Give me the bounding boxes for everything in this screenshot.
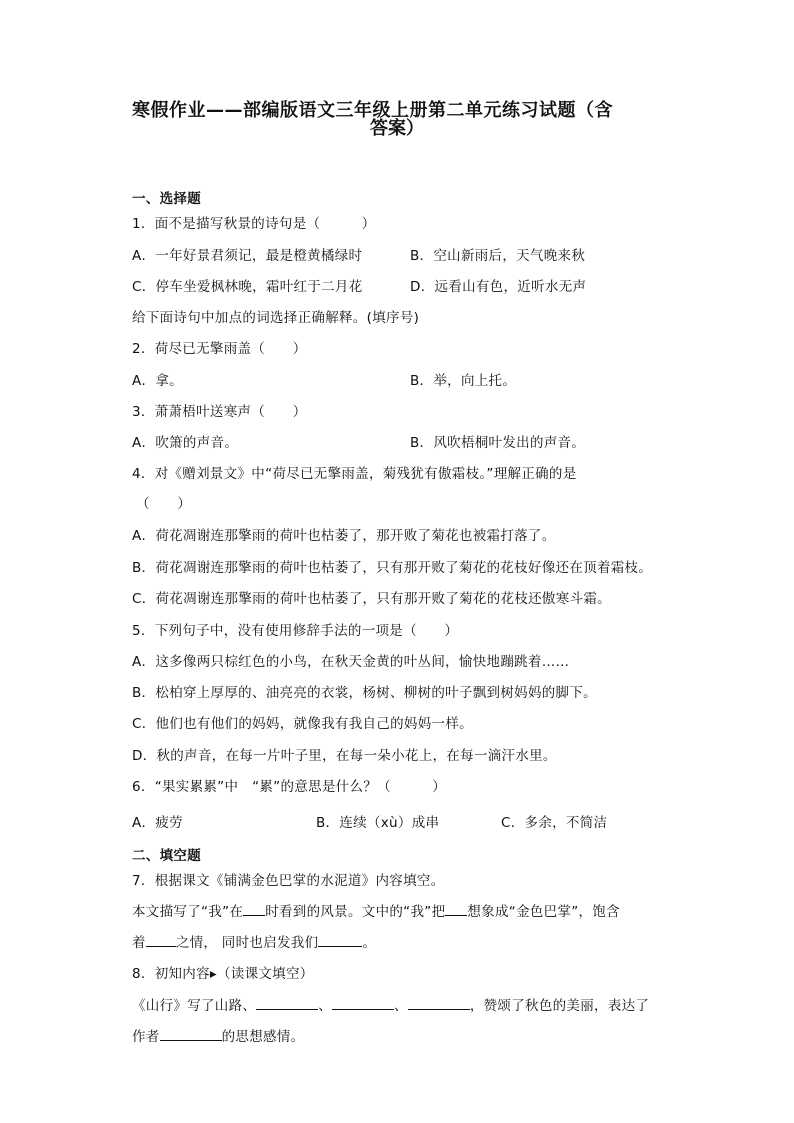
q6-stem: 6．“果实累累”中 “累”的意思是什么？（ ） xyxy=(132,779,447,795)
page-title-line2: 答案） xyxy=(370,118,424,139)
q4-option-b: B．荷花凋谢连那擎雨的荷叶也枯萎了，只有那开败了菊花的花枝好像还在顶着霜枝。 xyxy=(132,560,653,576)
q7-blank-4[interactable] xyxy=(318,934,362,947)
q4-paren: （ ） xyxy=(136,496,192,512)
q2-option-a: A．拿。 xyxy=(132,373,183,389)
q1-stem: 1．面不是描写秋景的诗句是（ ） xyxy=(132,216,376,232)
q8-sep-1: 、 xyxy=(318,998,333,1014)
q8-blank-1[interactable] xyxy=(256,997,318,1010)
q7-blank-1[interactable] xyxy=(243,903,265,916)
q5-option-b: B．松柏穿上厚厚的、油亮亮的衣裳，杨树、柳树的叶子飘到树妈妈的脚下。 xyxy=(132,685,597,701)
q8-sep-2: 、 xyxy=(394,998,408,1014)
q8-text-e: 作者 xyxy=(132,1029,160,1045)
q7-line2 xyxy=(132,931,376,951)
q6-option-a: A．疲劳 xyxy=(132,815,183,831)
section-heading-choice: 一、选择题 xyxy=(132,191,201,207)
page-title: 寒假作业——部编版语文三年级上册第二单元练习试题（含 xyxy=(132,100,613,121)
q7-text-a: 本文描写了“我”在 xyxy=(132,904,244,920)
q3-option-a: A．吹箫的声音。 xyxy=(132,435,239,451)
q6-option-c: C．多余，不简洁 xyxy=(501,815,608,831)
q1-option-b: B．空山新雨后，天气晚来秋 xyxy=(410,248,586,264)
q8-blank-3[interactable] xyxy=(408,997,470,1010)
q4-option-a: A．荷花凋谢连那擎雨的荷叶也枯萎了，那开败了菊花也被霜打落了。 xyxy=(132,528,556,544)
q8-stem: 8．初知内容▸（读课文填空） xyxy=(132,966,314,982)
section-heading-fill: 二、填空题 xyxy=(132,848,201,864)
q8-text-f: 的思想感情。 xyxy=(221,1029,305,1045)
q7-line1 xyxy=(132,900,620,920)
q8-text-a: 《山行》写了山路、 xyxy=(132,998,257,1014)
q7-text-b: 时看到的风景。文中的“我”把 xyxy=(265,904,446,920)
q7-blank-2[interactable] xyxy=(445,903,467,916)
q8-text-d: ，赞颂了秋色的美丽，表达了 xyxy=(469,998,650,1014)
q7-blank-3[interactable] xyxy=(146,934,176,947)
q2-option-b: B．举，向上托。 xyxy=(410,373,517,389)
q5-option-c: C．他们也有他们的妈妈，就像我有我自己的妈妈一样。 xyxy=(132,716,473,732)
q6-option-b: B．连续（xù）成串 xyxy=(316,815,440,831)
q8-line1 xyxy=(132,994,649,1014)
q4-stem: 4．对《赠刘景文》中“荷尽已无擎雨盖，菊残犹有傲霜枝。”理解正确的是 xyxy=(132,466,577,482)
q1-option-c: C．停车坐爱枫林晚，霜叶红于二月花 xyxy=(132,279,363,295)
instruction-text: 给下面诗句中加点的词选择正确解释。(填序号) xyxy=(132,310,420,326)
q1-option-a: A．一年好景君须记，最是橙黄橘绿时 xyxy=(132,248,363,264)
q7-stem: 7．根据课文《铺满金色巴掌的水泥道》内容填空。 xyxy=(132,873,445,889)
q7-text-c: 想象成“金色巴掌”，饱含 xyxy=(467,904,620,920)
q8-line2 xyxy=(132,1025,304,1045)
q8-blank-4[interactable] xyxy=(160,1028,222,1041)
q2-stem: 2．荷尽已无擎雨盖（ ） xyxy=(132,341,307,357)
q3-stem: 3．萧萧梧叶送寒声（ ） xyxy=(132,404,307,420)
q5-option-d: D．秋的声音，在每一片叶子里，在每一朵小花上，在每一滴汗水里。 xyxy=(132,748,557,764)
q1-option-d: D．远看山有色，近听水无声 xyxy=(410,279,587,295)
q7-text-e: 之情， 同时也启发我们 xyxy=(175,935,319,951)
q5-stem: 5．下列句子中，没有使用修辞手法的一项是（ ） xyxy=(132,623,459,639)
q7-text-f: 。 xyxy=(362,935,377,951)
q8-blank-2[interactable] xyxy=(332,997,394,1010)
q3-option-b: B．风吹梧桐叶发出的声音。 xyxy=(410,435,586,451)
q5-option-a: A．这多像两只棕红色的小鸟，在秋天金黄的叶丛间，愉快地蹦跳着…… xyxy=(132,654,570,670)
q7-text-d: 着 xyxy=(132,935,146,951)
q4-option-c: C．荷花凋谢连那擎雨的荷叶也枯萎了，只有那开败了菊花的花枝还傲寒斗霜。 xyxy=(132,591,611,607)
